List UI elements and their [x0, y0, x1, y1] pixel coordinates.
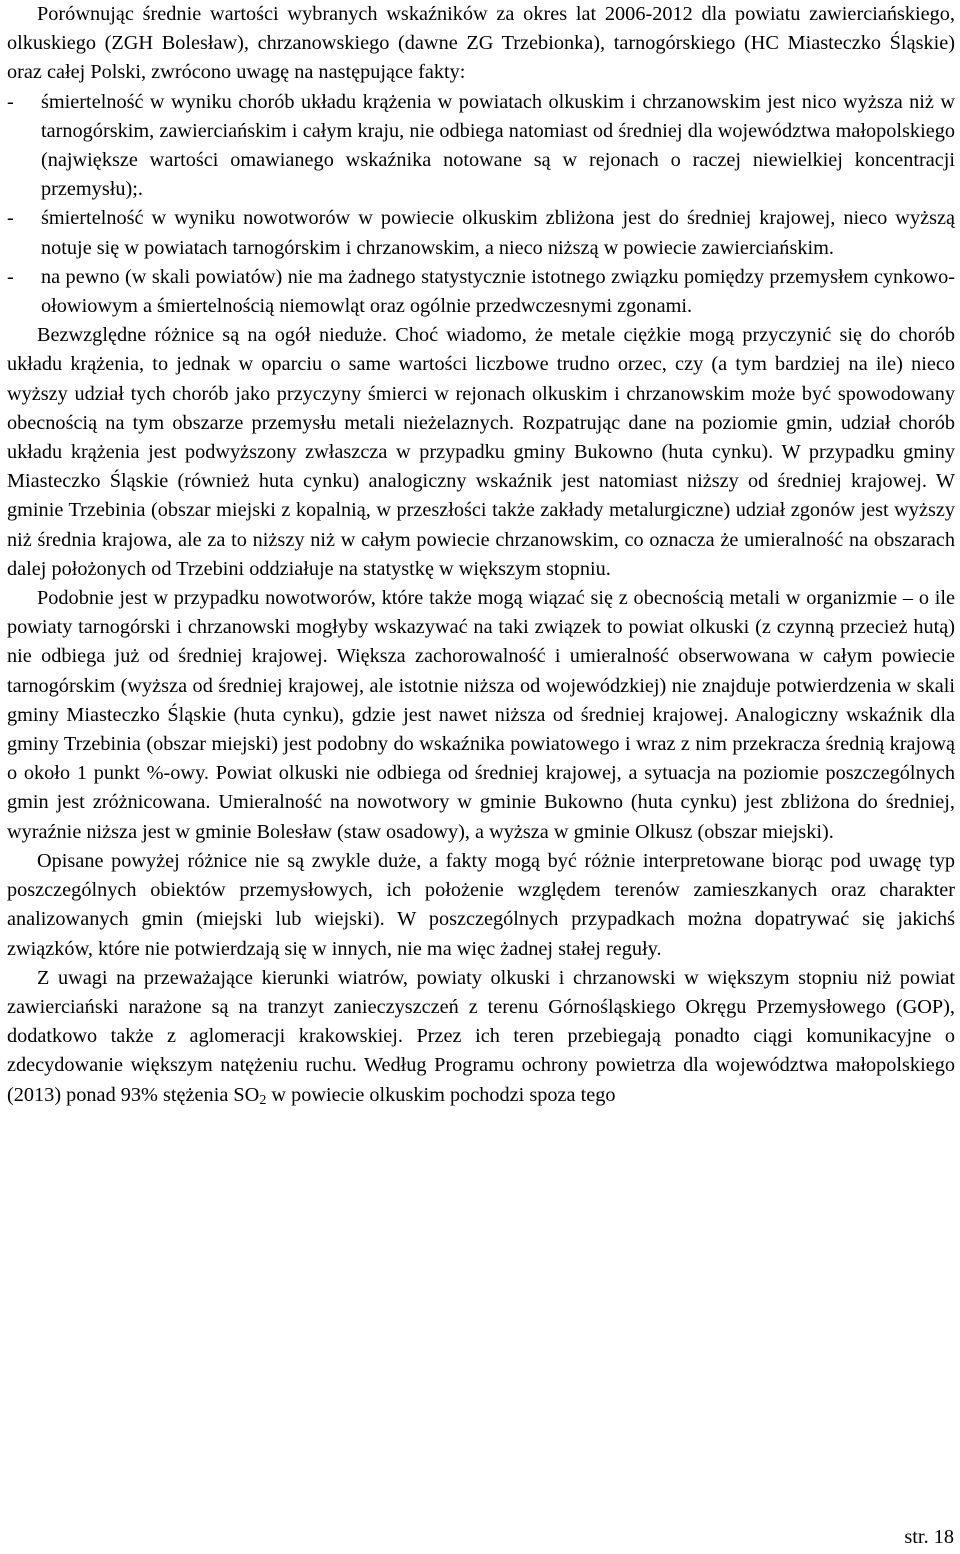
body-paragraph: Opisane powyżej różnice nie są zwykle duże, a fakty mogą być różnie interpretowane biorąc pod uwagę typ poszczególnych obiektów przemysłowych, ich położenie względem terenów zamieszkanych oraz charakter analizowanych gmin (miejski lub wiejski). W poszczególnych przypadkach można dopatrywać się jakichś związków, które nie potwierdzają się w innych, nie ma więc żadnej stałej reguły.	[7, 849, 955, 960]
last-paragraph-text: Z uwagi na przeważające kierunki wiatrów, powiaty olkuski i chrzanowski w większym stopniu niż powiat zawierciański narażone są na tranzyt zanieczyszczeń z terenu Górnośląskiego Okręgu Przemysłowego (GOP), dodatkowo także z aglomeracji krakowskiej. Przez ich teren przebiegają ponadto ciągi komunikacyjne o zdecydowanie większym natężeniu ruchu. Według Programu ochrony powietrza dla województwa małopolskiego (2013) ponad 93% stężenia SO	[7, 966, 955, 1106]
fact-text: śmiertelność w wyniku nowotworów w powiecie olkuskim zbliżona jest do średniej krajowej, nieco wyższą notuje się w powiatach tarnogórskim i chrzanowskim, a nieco niższą w powiecie zawierciańskim.	[41, 207, 955, 259]
facts-list	[7, 88, 955, 322]
subscript-2: 2	[259, 1092, 267, 1108]
body-paragraph-last	[7, 964, 955, 1110]
fact-item	[7, 88, 955, 205]
fact-item	[7, 204, 955, 262]
list-dash: -	[7, 265, 14, 288]
intro-paragraph: Porównując średnie wartości wybranych wskaźników za okres lat 2006-2012 dla powiatu zawierciańskiego, olkuskiego (ZGH Bolesław), chrzanowskiego (dawne ZG Trzebionka), tarnogórskiego (HC Miasteczko Śląskie) oraz całej Polski, zwrócono uwagę na następujące fakty:	[7, 3, 955, 84]
fact-text: śmiertelność w wyniku chorób układu krążenia w powiatach olkuskim i chrzanowskim jest nico wyższa niż w tarnogórskim, zawierciańskim i całym kraju, nie odbiega natomiast od średniej dla województwa małopolskiego (największe wartości omawianego wskaźnika notowane są w rejonach o raczej niewielkiej koncentracji przemysłu);.	[41, 90, 955, 201]
list-dash: -	[7, 207, 14, 230]
last-paragraph-tail: w powiecie olkuskim pochodzi spoza tego	[266, 1083, 616, 1106]
document-page	[7, 0, 955, 1110]
body-paragraph: Bezwzględne różnice są na ogół nieduże. Choć wiadomo, że metale ciężkie mogą przyczynić się do chorób układu krążenia, to jednak w oparciu o same wartości liczbowe trudno orzec, czy (a tym bardziej na ile) nieco wyższy udział tych chorób jako przyczyny śmierci w rejonach olkuskim i chrzanowskim może być spowodowany obecnością na tym obszarze przemysłu metali nieżelaznych. Rozpatrując dane na poziomie gmin, udział chorób układu krążenia jest podwyższony zwłaszcza w przypadku gminy Bukowno (huta cynku). W przypadku gminy Miasteczko Śląskie (również huta cynku) analogiczny wskaźnik jest natomiast niższy od średniej krajowej. W gminie Trzebinia (obszar miejski z kopalnią, w przeszłości także zakłady metalurgiczne) udział zgonów jest wyższy niż średnia krajowa, ale za to niższy niż w całym powiecie chrzanowskim, co oznacza że umieralność na obszarach dalej położonych od Trzebini oddziałuje na statystkę w większym stopniu.	[7, 324, 955, 580]
fact-text: na pewno (w skali powiatów) nie ma żadnego statystycznie istotnego związku pomiędzy przemysłem cynkowo-ołowiowym a śmiertelnością niemowląt oraz ogólnie przedwczesnymi zgonami.	[41, 265, 955, 318]
body-paragraph: Podobnie jest w przypadku nowotworów, które także mogą wiązać się z obecnością metali w organizmie – o ile powiaty tarnogórski i chrzanowski mogłyby wskazywać na taki związek to powiat olkuski (z czynną przecież hutą) nie odbiega już od średniej krajowej. Większa zachorowalność i umieralność obserwowana w całym powiecie tarnogórskim (wyższa od średniej krajowej, ale istotnie niższa od wojewódzkiej) nie znajduje potwierdzenia w skali gminy Miasteczko Śląskie (huta cynku), gdzie jest nawet niższa od średniej krajowej. Analogiczny wskaźnik dla gminy Trzebinia (obszar miejski) jest podobny do wskaźnika powiatowego i wraz z nim przekracza średnią krajową o około 1 punkt %-owy. Powiat olkuski nie odbiega od średniej krajowej, a sytuacja na poziomie poszczególnych gmin jest zróżnicowana. Umieralność na nowotwory w gminie Bukowno (huta cynku) jest zbliżona do średniej, wyraźnie niższa jest w gminie Bolesław (staw osadowy), a wyższa w gminie Olkusz (obszar miejski).	[7, 587, 955, 843]
page-number: str. 18	[904, 1526, 954, 1548]
list-dash: -	[7, 90, 14, 113]
fact-item	[7, 263, 955, 321]
